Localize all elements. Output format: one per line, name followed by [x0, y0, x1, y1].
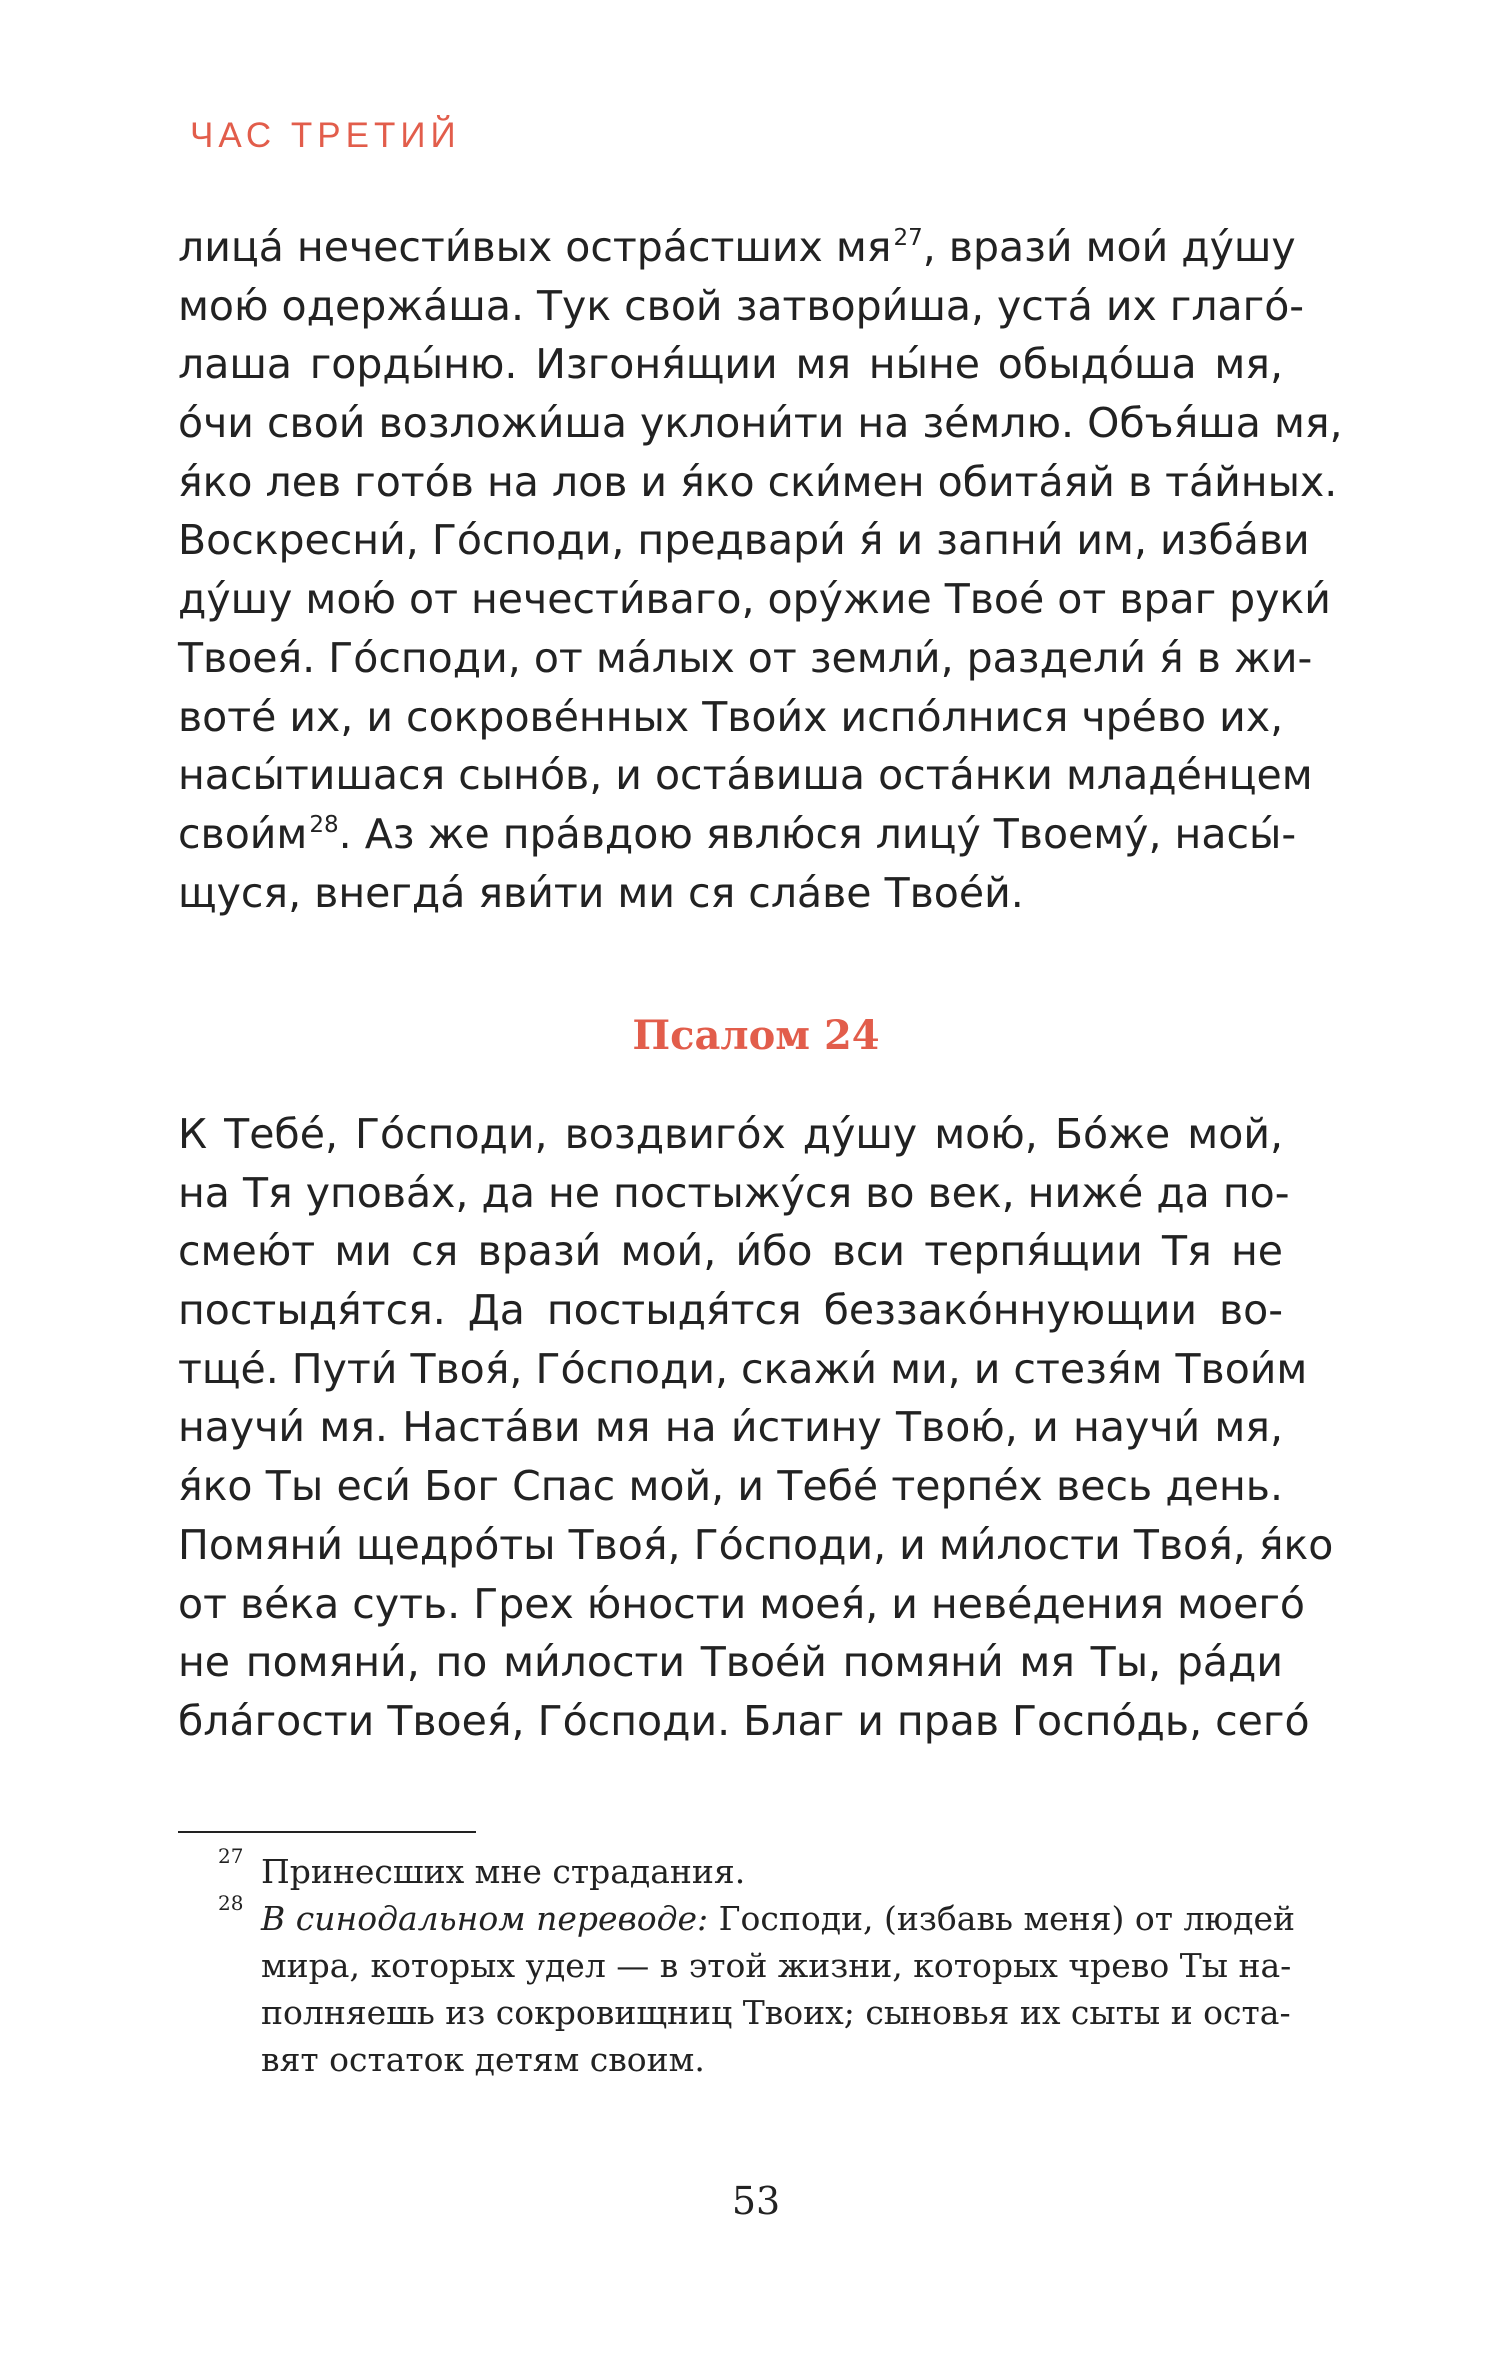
footnote-27 — [178, 1844, 1283, 1895]
text-line: мою́ одержа́ша. Тук свой затвори́ша, уста́ их глаго́- — [178, 281, 1305, 330]
psalm-heading: Псалом 24 — [632, 1012, 880, 1059]
text-line: лица́ нечести́вых остра́стших мя$^{27}$, врази́ мои́ ду́шу — [178, 223, 1296, 271]
footnote-divider — [178, 1831, 476, 1833]
footnote-number: 28 — [218, 1891, 244, 1915]
text-line: от ве́ка суть. Грех ю́ности моея́, и неве́дения моего́ — [178, 1579, 1305, 1628]
footnote-ref-28[interactable]: 28 — [309, 811, 339, 838]
text-line: я́ко Ты еси́ Бог Спас мой, и Тебе́ терпе́х весь день. — [178, 1462, 1283, 1511]
text-line: постыдя́тся. Да постыдя́тся беззако́ннующии во- — [178, 1286, 1283, 1335]
text-line: К Тебе́, Го́споди, воздвиго́х ду́шу мою́, Бо́же мой, — [178, 1110, 1283, 1158]
text-line: о́чи свои́ возложи́ша уклони́ти на зе́млю. Объя́ша мя, — [178, 399, 1343, 448]
footnote-line: полняешь из сокровищниц Твоих; сыновья их сыты и оста- — [261, 1993, 1291, 2032]
footnote-line: мира, которых удел — в этой жизни, которых чрево Ты на- — [261, 1946, 1292, 1985]
text-line: я́ко лев гото́в на лов и я́ко ски́мен обита́яй в та́йных. — [178, 457, 1338, 506]
footnote-28 — [178, 1891, 1296, 2083]
text-line: Твоея́. Го́споди, от ма́лых от земли́, раздели́ я́ в жи- — [178, 633, 1313, 682]
text-line: ду́шу мою́ от нечести́ваго, ору́жие Твое́ от враг руки́ — [178, 575, 1331, 624]
footnote-line: В синодальном переводе: Господи, (избавь меня) от людей — [261, 1899, 1296, 1938]
text-line: воте́ их, и сокрове́нных Твои́х испо́лнися чре́во их, — [178, 692, 1284, 741]
psalm-24-text — [178, 1105, 1334, 1751]
text-line: на Тя упова́х, да не постыжу́ся во век, ниже́ да по- — [178, 1168, 1290, 1217]
text-line: тще́. Пути́ Твоя́, Го́споди, скажи́ ми, и стезя́м Твои́м — [178, 1344, 1308, 1393]
psalm-text-continued — [178, 218, 1343, 922]
text-line: научи́ мя. Наста́ви мя на и́стину Твою́, и научи́ мя, — [178, 1403, 1283, 1452]
text-line: Помяни́ щедро́ты Твоя́, Го́споди, и ми́лости Твоя́, я́ко — [178, 1520, 1334, 1569]
text-line: лаша горды́ню. Изгоня́щии мя ны́не обыдо́ша мя, — [178, 340, 1283, 389]
text-line: насы́тишася сыно́в, и оста́виша оста́нки младе́нцем — [178, 751, 1313, 800]
running-head: ЧАС ТРЕТИЙ — [190, 116, 461, 155]
footnote-lead: В синодальном переводе: — [261, 1899, 709, 1938]
footnote-number: 27 — [218, 1844, 244, 1868]
footnote-line: Принесших мне страдания. — [261, 1852, 746, 1891]
text-line: Воскресни́, Го́споди, предвари́ я́ и запни́ им, изба́ви — [178, 516, 1310, 565]
footnotes — [178, 1844, 1296, 2083]
footnote-ref-27[interactable]: 27 — [893, 225, 923, 251]
text-line: смею́т ми ся врази́ мои́, и́бо вси терпя́щии Тя не — [178, 1227, 1283, 1276]
text-line: не помяни́, по ми́лости Твое́й помяни́ мя Ты, ра́ди — [178, 1638, 1283, 1687]
text-line: щуся, внегда́ яви́ти ми ся сла́ве Твое́й. — [178, 868, 1024, 917]
footnote-line: вят остаток детям своим. — [261, 2040, 705, 2079]
text-line: бла́гости Твоея́, Го́споди. Благ и прав Госпо́дь, сего́ — [178, 1696, 1310, 1745]
page-number: 53 — [731, 2179, 781, 2223]
text-line: свои́м$^{28}$. Аз же пра́вдою явлю́ся лицу́ Твоему́, насы́- — [178, 809, 1297, 858]
